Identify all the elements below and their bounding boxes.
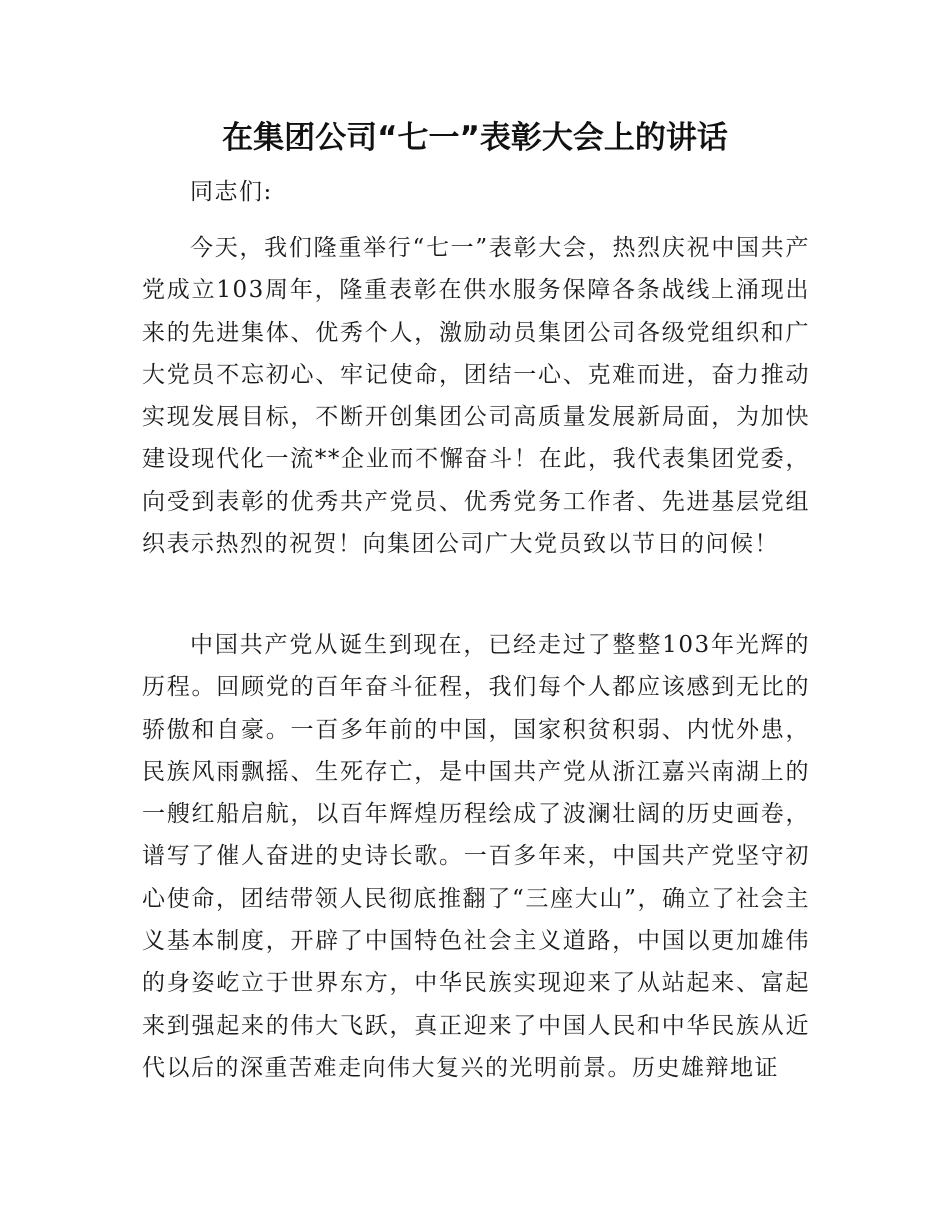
document-title: 在集团公司“七一”表彰大会上的讲话 — [222, 120, 728, 156]
paragraph-2: 中国共产党从诞生到现在，已经走过了整整103年光辉的历程。回顾党的百年奋斗征程，我们每个人都应该感到无比的骄傲和自豪。一百多年前的中国，国家积贫积弱、内忧外患，民族风雨飘摇、生死存亡，是中国共产党从浙江嘉兴南湖上的一艘红船启航，以百年辉煌历程绘成了波澜壮阔的历史画卷，谱写了催人奋进的史诗长歌。一百多年来，中国共产党坚守初心使命，团结带领人民彻底推翻了“三座大山”，确立了社会主义基本制度，开辟了中国特色社会主义道路，中国以更加雄伟的身姿屹立于世界东方，中华民族实现迎来了从站起来、富起来到强起来的伟大飞跃，真正迎来了中国人民和中华民族从近代以后的深重苦难走向伟大复兴的光明前景。历史雄辩地证 — [142, 632, 810, 1081]
salutation: 同志们: — [190, 179, 273, 205]
paragraph-1: 今天，我们隆重举行“七一”表彰大会，热烈庆祝中国共产党成立103周年，隆重表彰在供水服务保障各条战线上涌现出来的先进集体、优秀个人，激励动员集团公司各级党组织和广大党员不忘初心、牢记使命，团结一心、克难而进，奋力推动实现发展目标，不断开创集团公司高质量发展新局面，为加快建设现代化一流**企业而不懈奋斗！在此，我代表集团党委，向受到表彰的优秀共产党员、优秀党务工作者、先进基层党组织表示热烈的祝贺！向集团公司广大党员致以节日的问候！ — [142, 235, 810, 558]
